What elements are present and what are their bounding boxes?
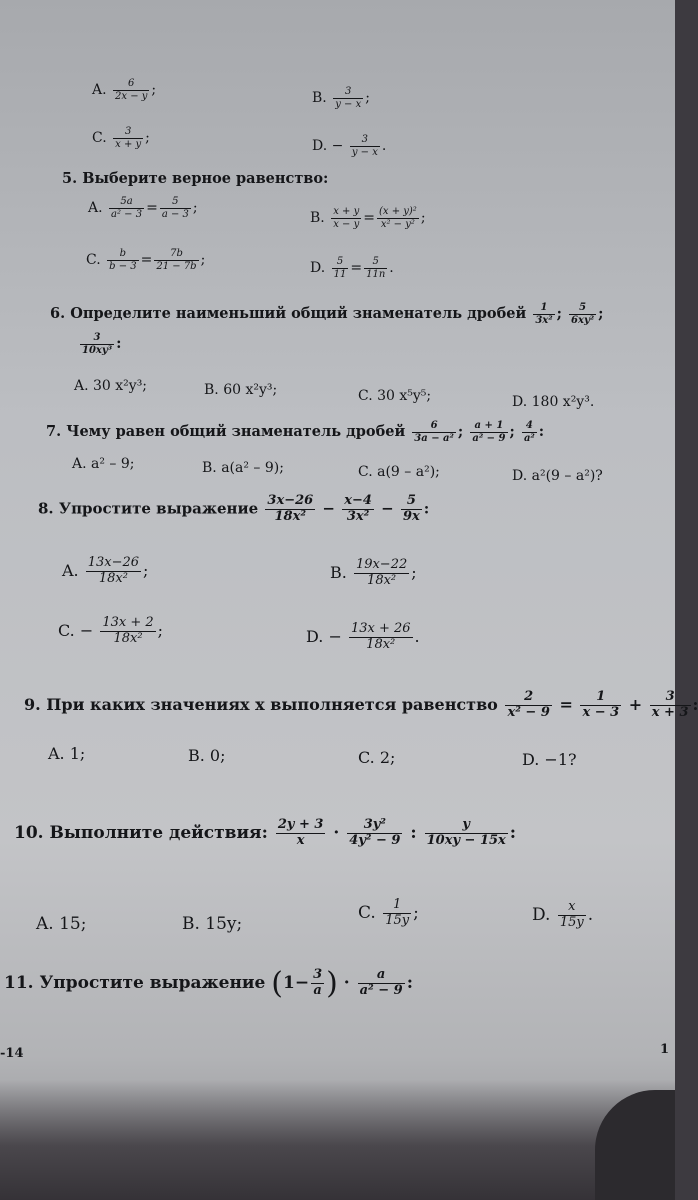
- q9-option-d: D. −1?: [522, 750, 577, 769]
- q6-option-a: A. 30 x²y³;: [74, 378, 148, 394]
- question-5-title: 5. Выберите верное равенство:: [62, 170, 329, 187]
- question-11-title: 11. Упростите выражение (1− $\frac{3}{a}$ ) · $\frac{a}{\text{a² − 9}}$ :: [4, 966, 413, 1001]
- q5-option-c: C. $\frac{b}{b - 3}$ = $\frac{7b}{21 - 7b}$ ;: [86, 248, 206, 272]
- q6-option-d: D. 180 x²y³.: [512, 394, 595, 410]
- q5-option-a: A. $\frac{5a}{\text{a² − 3}}$ = $\frac{5}{a - 3}$ ;: [88, 196, 198, 220]
- q10-option-d: D. $\frac{x}{15y}$ .: [532, 899, 594, 930]
- top-option-c: C. $\frac{3}{x + y}$ ;: [92, 126, 150, 150]
- q9-option-a: A. 1;: [48, 744, 86, 763]
- q10-option-b: B. 15y;: [182, 914, 243, 934]
- table-surface: [0, 1080, 675, 1200]
- question-8-title: 8. Упростите выражение $\frac{3x-26}{\text{18x²}}$ − $\frac{x-4}{\text{3x²}}$ − $\frac{5}{9x}$ :: [38, 493, 430, 524]
- q7-option-b: B. a(a² – 9);: [202, 460, 284, 476]
- question-9-title: 9. При каких значениях x выполняется равенство $\frac{2}{\text{x² − 9}}$ = $\frac{1}{x - 3}$ + $\frac{3}{x + 3}$ :: [24, 689, 698, 720]
- question-6-title-cont: $\frac{3}{\text{10xy³}}$ :: [82, 332, 122, 356]
- q8-option-c: C. − $\frac{13x + 2}{\text{18x²}}$ ;: [58, 615, 164, 646]
- page-number: 1: [660, 1042, 670, 1057]
- top-option-b: B. $\frac{3}{y - x}$ ;: [312, 86, 370, 110]
- top-option-d: D. − $\frac{3}{y - x}$ .: [312, 134, 387, 158]
- q6-option-c: C. 30 x⁵y⁵;: [358, 388, 432, 404]
- q8-option-b: B. $\frac{19x-22}{\text{18x²}}$ ;: [330, 557, 417, 588]
- q7-option-a: A. a² – 9;: [72, 456, 135, 472]
- question-7-title: 7. Чему равен общий знаменатель дробей $\frac{6}{\text{3a − a²}}$ ; $\frac{a + 1}{\text{a² − 9}}$ ; $\frac{4}{\text{a²}}$ :: [46, 420, 545, 444]
- q7-option-d: D. a²(9 – a²)?: [512, 468, 603, 484]
- q6-option-b: B. 60 x²y³;: [204, 382, 278, 398]
- q7-option-c: C. a(9 – a²);: [358, 464, 440, 480]
- q10-option-c: C. $\frac{1}{15y}$ ;: [358, 897, 419, 928]
- q5-option-b: B. $\frac{x + y}{x - y}$ = $\frac{\text{(x + y)²}}{\text{x² − y²}}$ ;: [310, 206, 426, 230]
- q9-option-b: B. 0;: [188, 746, 226, 765]
- page-footer-left: -14: [0, 1046, 24, 1061]
- q10-option-a: A. 15;: [36, 914, 87, 934]
- top-option-a: A. $\frac{6}{2x - y}$ ;: [92, 78, 157, 102]
- question-10-title: 10. Выполните действия: $\frac{2y + 3}{x}$ · $\frac{\text{3y²}}{\text{4y² − 9}}$ : $\frac{y}{10xy - 15x}$ :: [14, 817, 517, 848]
- q8-option-d: D. − $\frac{13x + 26}{\text{18x²}}$ .: [306, 621, 420, 652]
- q8-option-a: A. $\frac{13x-26}{\text{18x²}}$ ;: [62, 555, 149, 586]
- q9-option-c: C. 2;: [358, 748, 396, 767]
- question-6-title: 6. Определите наименьший общий знаменатель дробей $\frac{1}{\text{3x²}}$ ; $\frac{5}{\text{6xy²}}$ ;: [50, 302, 604, 326]
- q5-option-d: D. $\frac{5}{11}$ = $\frac{5}{11n}$ .: [310, 256, 394, 280]
